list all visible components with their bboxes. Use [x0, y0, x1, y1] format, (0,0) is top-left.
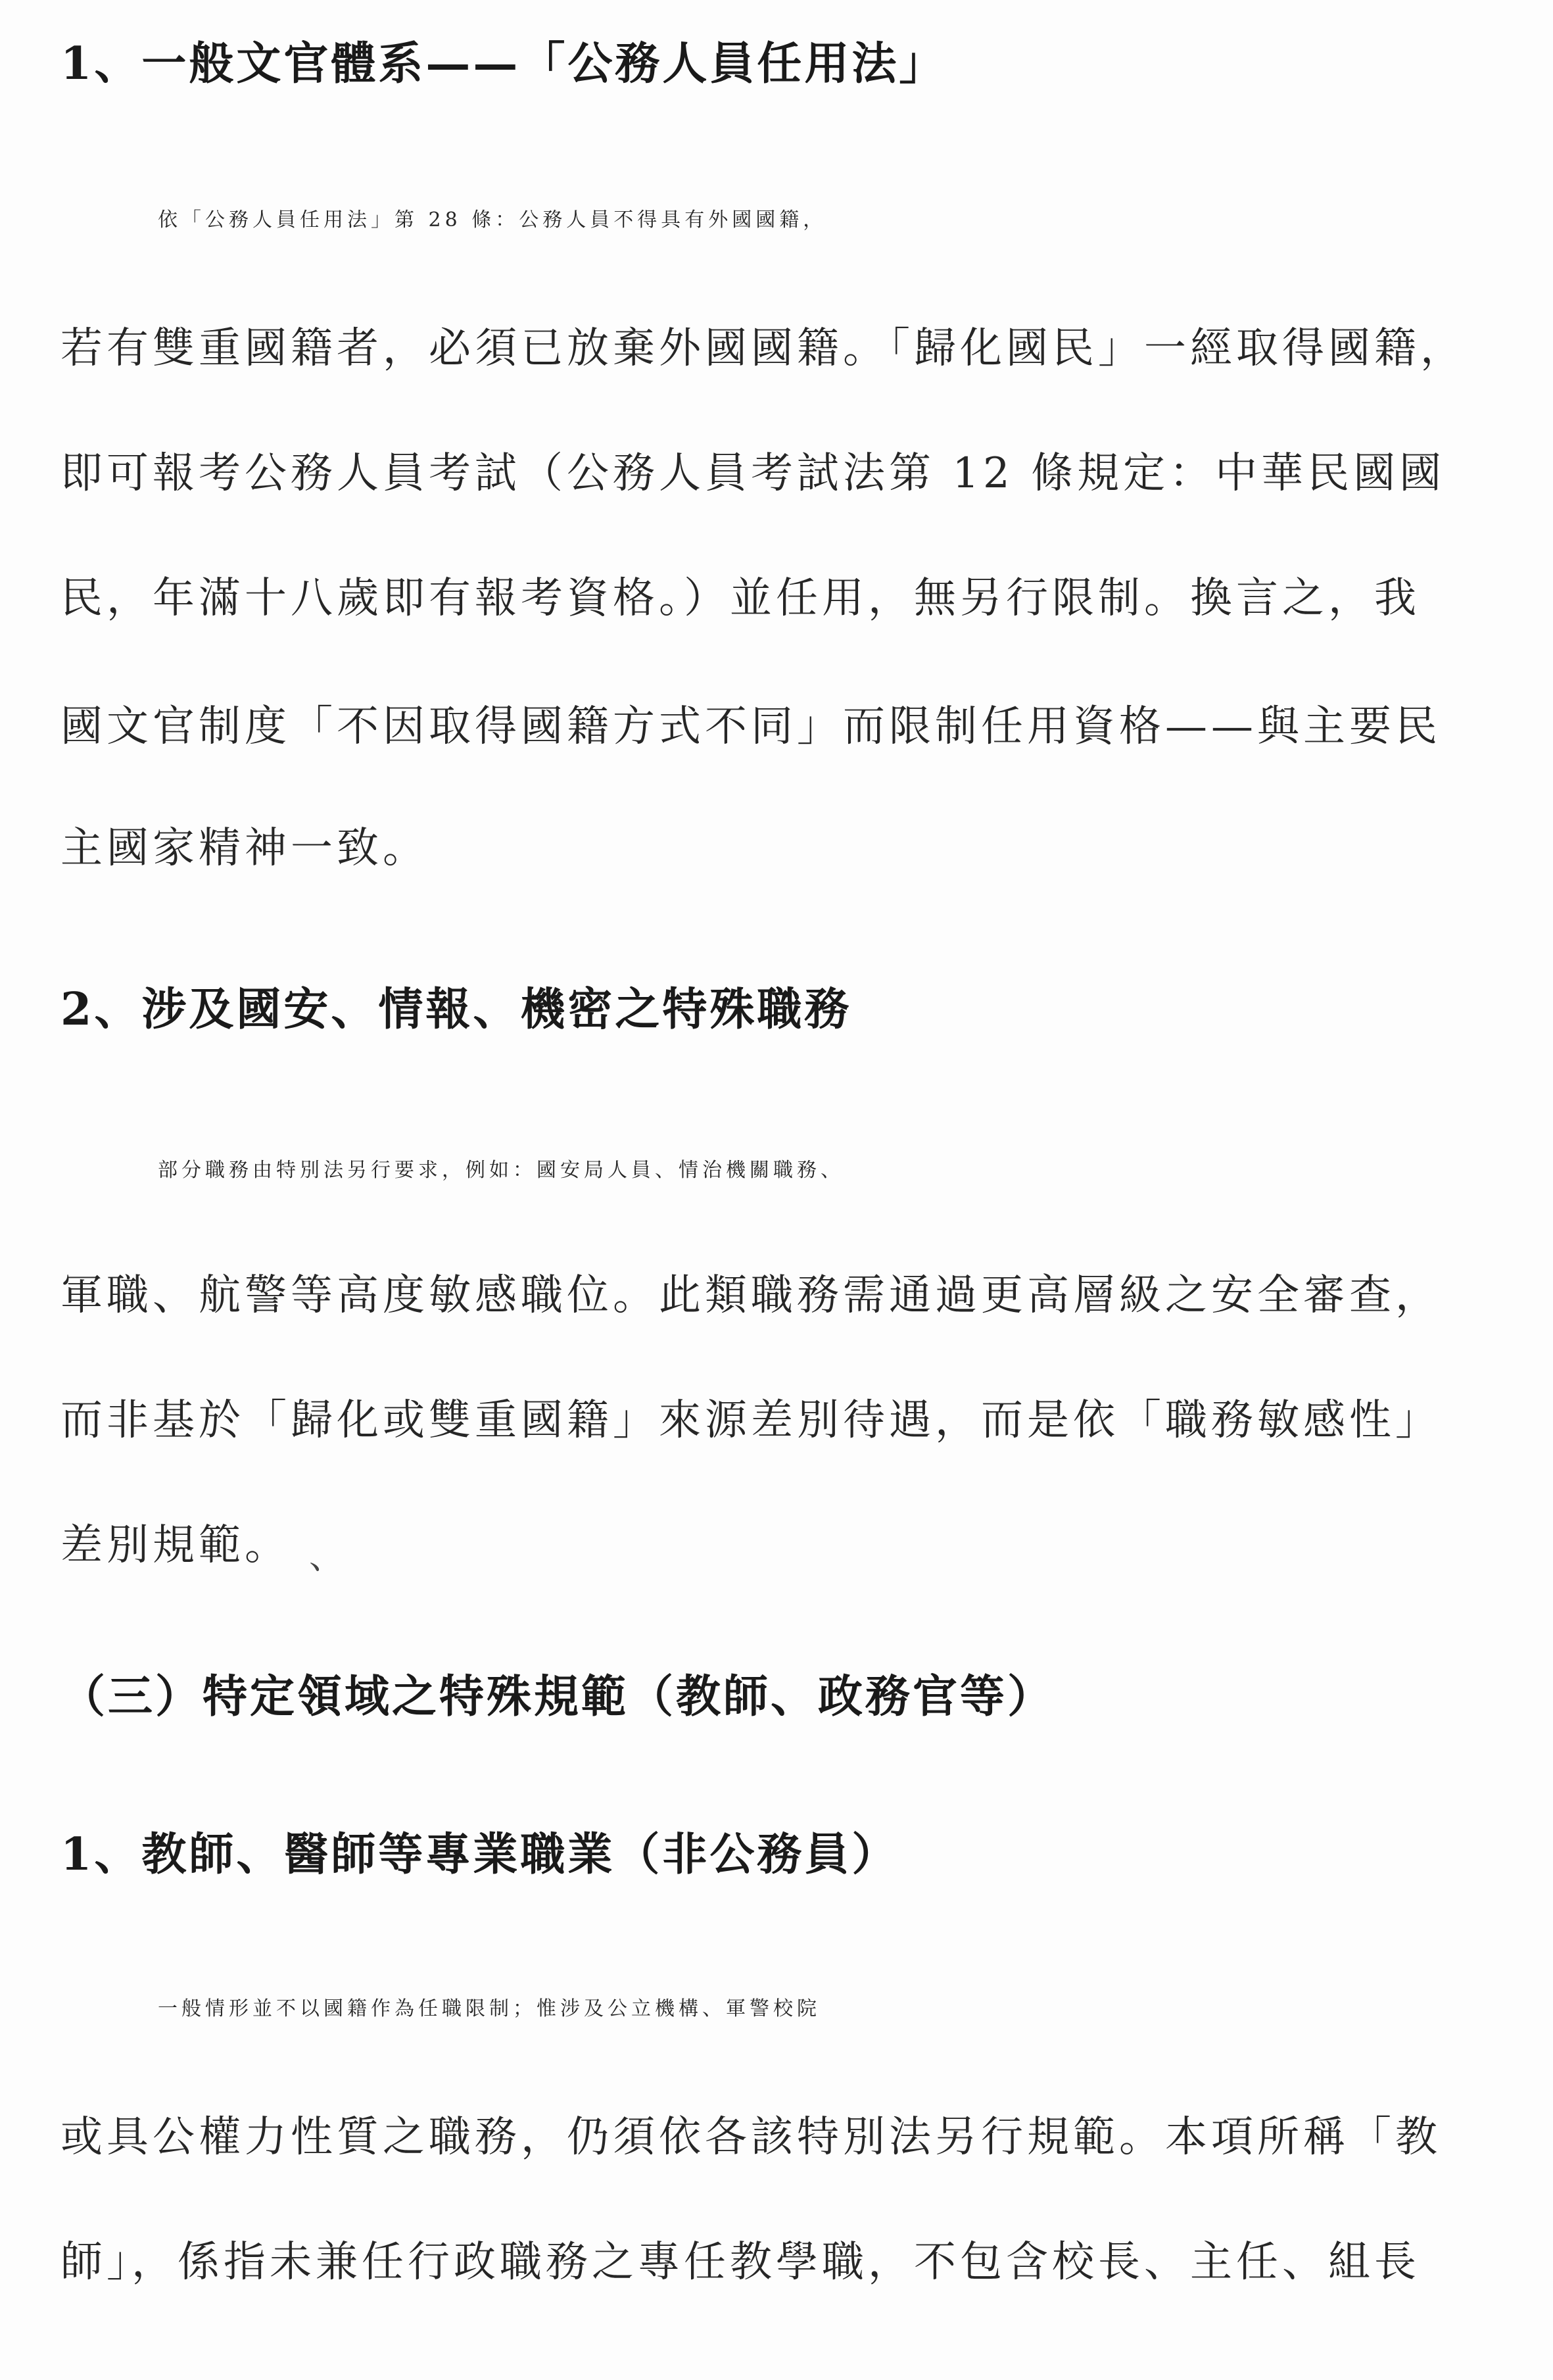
paragraph-line: 即可報考公務人員考試（公務人員考試法第 12 條規定：中華民國國 — [60, 449, 1446, 498]
section-heading-2: 2、涉及國安、情報、機密之特殊職務 — [60, 983, 852, 1036]
paragraph-line: 軍職、航警等高度敏感職位。此類職務需通過更高層級之安全審查， — [60, 1271, 1441, 1320]
paragraph-line: 民，年滿十八歲即有報考資格。）並任用，無另行限制。換言之，我 — [60, 574, 1420, 623]
stray-mark: 、 — [309, 1538, 344, 1577]
paragraph-line: 主國家精神一致。 — [60, 824, 429, 873]
paragraph-line: 若有雙重國籍者，必須已放棄外國國籍。「歸化國民」一經取得國籍， — [60, 324, 1466, 373]
paragraph-line: 國文官制度「不因取得國籍方式不同」而限制任用資格——與主要民 — [60, 702, 1441, 751]
section-heading-3: （三）特定領域之特殊規範（教師、政務官等） — [60, 1670, 1055, 1723]
paragraph-line: 一般情形並不以國籍作為任職限制；惟涉及公立機構、軍警校院 — [158, 1997, 821, 2020]
paragraph-line: 或具公權力性質之職務，仍須依各該特別法另行規範。本項所稱「教 — [60, 2113, 1441, 2162]
paragraph-line: 部分職務由特別法另行要求，例如：國安局人員、情治機關職務、 — [158, 1159, 844, 1182]
section-heading-3-1: 1、教師、醫師等專業職業（非公務員） — [60, 1828, 899, 1881]
paragraph-line: 師」，係指未兼任行政職務之專任教學職，不包含校長、主任、組長 — [60, 2238, 1420, 2287]
paragraph-line: 而非基於「歸化或雙重國籍」來源差別待遇，而是依「職務敏感性」 — [60, 1396, 1441, 1445]
section-heading-1: 1、一般文官體系——「公務人員任用法」 — [60, 37, 947, 90]
paragraph-line: 差別規範。 — [60, 1521, 291, 1570]
paragraph-line: 依「公務人員任用法」第 28 條：公務人員不得具有外國國籍， — [158, 208, 827, 231]
